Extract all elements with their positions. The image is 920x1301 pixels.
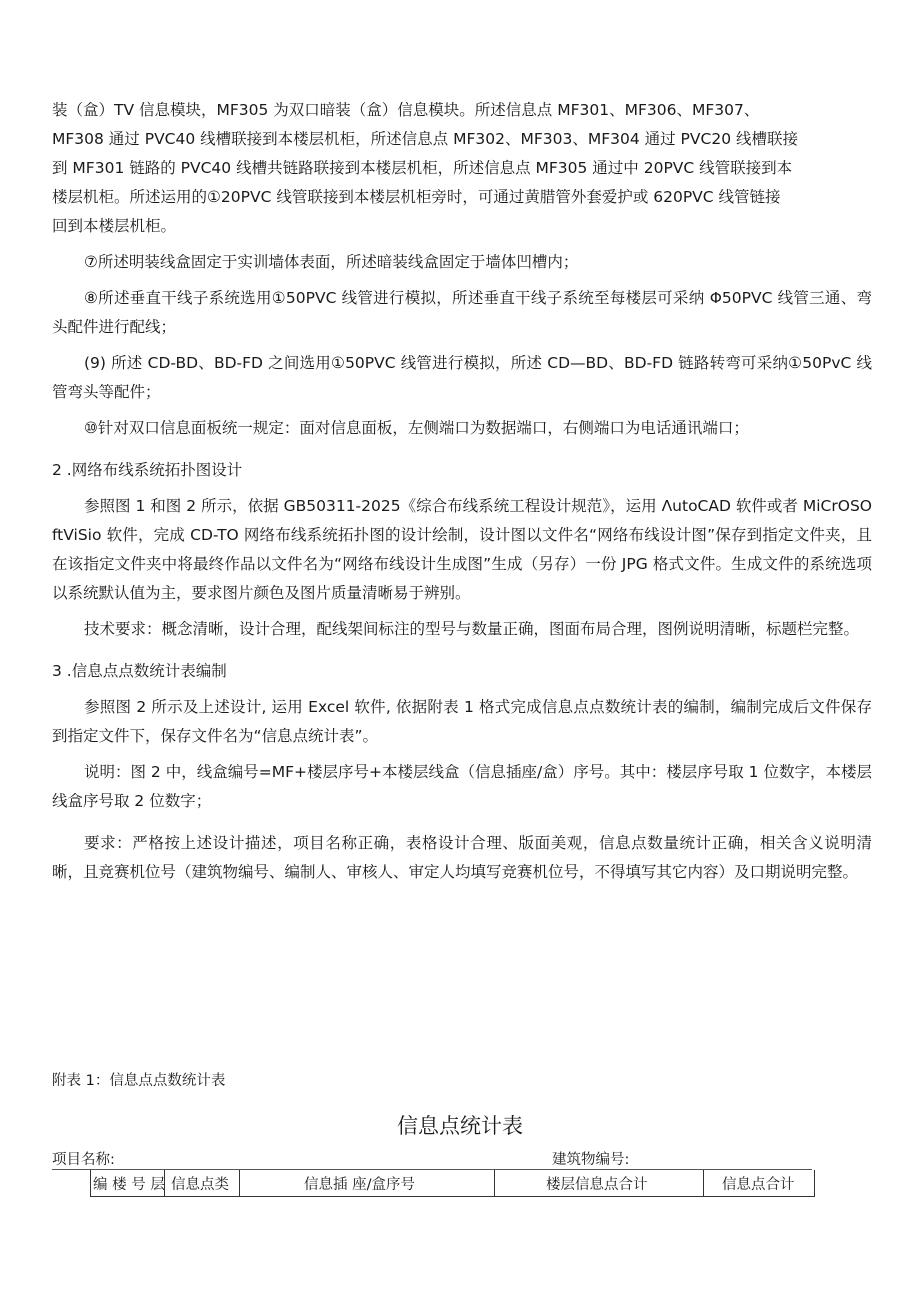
section-3-paragraph: 参照图 2 所示及上述设计, 运用 Excel 软件, 依据附表 1 格式完成信息点点数统计表的编制，编制完成后文件保存到指定文件下，保存文件名为“信息点统计表”。 xyxy=(52,698,872,745)
section-3-title: 3 .信息点点数统计表编制 xyxy=(52,662,227,680)
header-cell-socket-number: 信息插 座/盒序号 xyxy=(304,1177,415,1193)
table-divider xyxy=(239,1170,240,1196)
paragraph-line: 到 MF301 链路的 PVC40 线槽共链路联接到本楼层机柜，所述信息点 MF305 通过中 20PVC 线管联接到本 xyxy=(52,159,793,177)
paragraph-line: 回到本楼层机柜。 xyxy=(52,217,177,235)
body-text xyxy=(52,96,872,887)
appendix-caption: 附表 1：信息点点数统计表 xyxy=(52,1073,226,1089)
section-2-tech-requirements: 技术要求：概念清晰，设计合理，配线架间标注的型号与数量正确，图面布局合理，图例说明清晰，标题栏完整。 xyxy=(84,620,860,638)
paragraph-line: 楼层机柜。所述运用的①20PVC 线管联接到本楼层机柜旁时，可通过黄腊管外套爱护或 620PVC 线管链接 xyxy=(52,188,781,206)
project-name-label: 项目名称: xyxy=(52,1152,115,1168)
table-title: 信息点统计表 xyxy=(397,1114,523,1138)
item-9: (9) 所述 CD-BD、BD-FD 之间选用①50PVC 线管进行模拟，所述 CD—BD、BD-FD 链路转弯可采纳①50PvC 线管弯头等配件； xyxy=(52,354,872,401)
table-divider xyxy=(703,1170,704,1196)
header-cell-floor-number: 编 楼 号 层 xyxy=(93,1177,165,1193)
paragraph-wiring-description xyxy=(52,96,872,241)
section-2-paragraph: 参照图 1 和图 2 所示，依据 GB50311-2025《综合布线系统工程设计规范》，运用 ΛutoCAD 软件或者 MiCrOSOftViSio 软件，完成 CD-TO 网络布线系统拓扑图的设计绘制，设计图以文件名“网络布线设计图”保存到指定文件夹，且在该指定文件夹中将最终作品以文件名为“网络布线设计生成图”生成（另存）一份 JPG 格式文件。生成文件的系统选项以系统默认值为主，要求图片颜色及图片质量清晰易于辨别。 xyxy=(52,497,872,602)
item-10: ⑩针对双口信息面板统一规定：面对信息面板，左侧端口为数据端口，右侧端口为电话通讯端口； xyxy=(84,419,749,437)
section-3-note: 说明：图 2 中，线盒编号=MF+楼层序号+本楼层线盒（信息插座/盒）序号。其中：楼层序号取 1 位数字，本楼层线盒序号取 2 位数字； xyxy=(52,763,872,810)
table-divider xyxy=(814,1170,815,1196)
paragraph-line: 装（盒）TV 信息模块，MF305 为双口暗装（盒）信息模块。所述信息点 MF301、MF306、MF307、 xyxy=(52,101,760,119)
building-number-label: 建筑物编号: xyxy=(552,1152,630,1168)
paragraph-line: MF308 通过 PVC40 线槽联接到本楼层机柜，所述信息点 MF302、MF303、MF304 通过 PVC20 线槽联接 xyxy=(52,130,798,148)
header-cell-grand-total: 信息点合计 xyxy=(722,1177,795,1193)
table-divider xyxy=(494,1170,495,1196)
section-2-title: 2 .网络布线系统拓扑图设计 xyxy=(52,461,243,479)
section-3-requirements: 要求：严格按上述设计描述，项目名称正确，表格设计合理、版面美观，信息点数量统计正确，相关含义说明清晰，且竞赛机位号（建筑物编号、编制人、审核人、审定人均填写竞赛机位号，不得填写其它内容）及口期说明完整。 xyxy=(52,834,872,881)
table-header-row xyxy=(90,1170,815,1197)
header-cell-point-type: 信息点类 xyxy=(171,1177,229,1193)
item-8: ⑧所述垂直干线子系统选用①50PVC 线管进行模拟，所述垂直干线子系统至每楼层可采纳 Φ50PVC 线管三通、弯头配件进行配线； xyxy=(52,289,872,336)
item-7: ⑦所述明装线盒固定于实训墙体表面，所述暗装线盒固定于墙体凹槽内； xyxy=(84,253,579,271)
header-cell-floor-total: 楼层信息点合计 xyxy=(546,1177,648,1193)
table-divider xyxy=(164,1170,165,1196)
